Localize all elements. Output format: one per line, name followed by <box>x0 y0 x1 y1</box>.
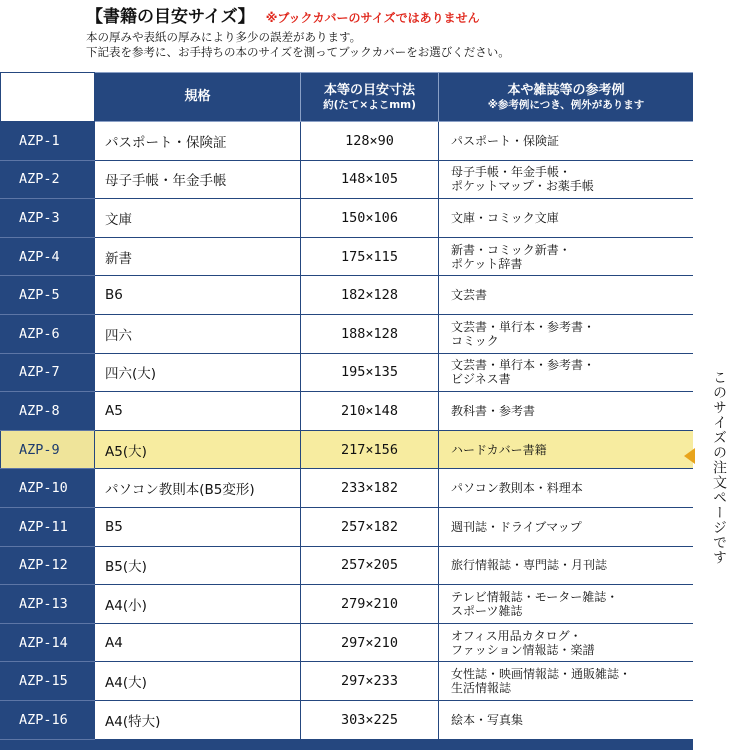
row-example: テレビ情報誌・モーター雑誌・ スポーツ雑誌 <box>439 585 694 624</box>
table-row <box>1 237 694 276</box>
row-example: 文芸書・単行本・参考書・ コミック <box>439 314 694 353</box>
table-row <box>1 700 694 739</box>
table-row <box>1 314 694 353</box>
row-spec: A5 <box>95 392 301 431</box>
size-table-container <box>0 72 693 750</box>
row-code: AZP-8 <box>1 392 95 431</box>
header-size <box>301 73 439 122</box>
title-warning-note: ※ブックカバーのサイズではありません <box>265 11 480 25</box>
row-size: 297×210 <box>301 623 439 662</box>
header-corner-cell <box>1 73 95 122</box>
table-row <box>1 623 694 662</box>
title-line <box>86 4 726 30</box>
table-row <box>1 507 694 546</box>
row-example: パソコン教則本・料理本 <box>439 469 694 508</box>
row-size: 182×128 <box>301 276 439 315</box>
row-code: AZP-6 <box>1 314 95 353</box>
intro-line-1: 本の厚みや表紙の厚みにより多少の誤差があります。 <box>86 30 362 44</box>
table-body <box>1 122 694 740</box>
row-example: 旅行情報誌・専門誌・月刊誌 <box>439 546 694 585</box>
row-size: 175×115 <box>301 237 439 276</box>
row-code: AZP-13 <box>1 585 95 624</box>
row-size: 210×148 <box>301 392 439 431</box>
header-size-sub: 約(たて×よこmm) <box>323 98 416 111</box>
table-row <box>1 199 694 238</box>
row-spec: A5(大) <box>95 430 301 469</box>
row-code: AZP-10 <box>1 469 95 508</box>
row-spec: A4(特大) <box>95 700 301 739</box>
row-code: AZP-4 <box>1 237 95 276</box>
table-row <box>1 585 694 624</box>
intro-line-2: 下記表を参考に、お手持ちの本のサイズを測ってブックカバーをお選びください。 <box>86 45 510 59</box>
row-spec: B6 <box>95 276 301 315</box>
row-size: 128×90 <box>301 122 439 161</box>
row-example: 文芸書 <box>439 276 694 315</box>
row-example: 母子手帳・年金手帳・ ポケットマップ・お薬手帳 <box>439 160 694 199</box>
row-code: AZP-12 <box>1 546 95 585</box>
pointer-arrow-icon <box>684 448 695 464</box>
row-example: 教科書・参考書 <box>439 392 694 431</box>
book-size-table <box>0 72 693 740</box>
row-example: オフィス用品カタログ・ ファッション情報誌・楽譜 <box>439 623 694 662</box>
table-row <box>1 160 694 199</box>
table-row <box>1 353 694 392</box>
row-code: AZP-1 <box>1 122 95 161</box>
row-size: 195×135 <box>301 353 439 392</box>
row-example: ハードカバー書籍 <box>439 430 694 469</box>
row-size: 279×210 <box>301 585 439 624</box>
row-code: AZP-15 <box>1 662 95 701</box>
header-size-main: 本等の目安寸法 <box>323 82 415 98</box>
row-code: AZP-5 <box>1 276 95 315</box>
table-row <box>1 430 694 469</box>
row-example: 女性誌・映画情報誌・通販雑誌・ 生活情報誌 <box>439 662 694 701</box>
row-code: AZP-9 <box>1 430 95 469</box>
row-spec: 四六(大) <box>95 353 301 392</box>
row-example: パスポート・保険証 <box>439 122 694 161</box>
row-code: AZP-2 <box>1 160 95 199</box>
row-spec: パソコン教則本(B5変形) <box>95 469 301 508</box>
order-page-side-note: このサイズの注文ページです <box>711 370 727 565</box>
row-code: AZP-11 <box>1 507 95 546</box>
row-size: 188×128 <box>301 314 439 353</box>
table-row <box>1 122 694 161</box>
row-size: 257×182 <box>301 507 439 546</box>
row-spec: 文庫 <box>95 199 301 238</box>
row-code: AZP-7 <box>1 353 95 392</box>
row-size: 303×225 <box>301 700 439 739</box>
table-row <box>1 469 694 508</box>
row-size: 150×106 <box>301 199 439 238</box>
row-spec: 母子手帳・年金手帳 <box>95 160 301 199</box>
row-example: 週刊誌・ドライブマップ <box>439 507 694 546</box>
row-spec: A4(小) <box>95 585 301 624</box>
table-row <box>1 546 694 585</box>
row-spec: B5(大) <box>95 546 301 585</box>
header-example-sub: ※参考例につき、例外があります <box>487 98 645 111</box>
row-size: 257×205 <box>301 546 439 585</box>
header-example-main: 本や雑誌等の参考例 <box>507 82 625 98</box>
row-example: 文庫・コミック文庫 <box>439 199 694 238</box>
row-spec: パスポート・保険証 <box>95 122 301 161</box>
row-code: AZP-14 <box>1 623 95 662</box>
header-spec: 規格 <box>95 73 301 122</box>
row-spec: A4 <box>95 623 301 662</box>
table-row <box>1 662 694 701</box>
row-example: 文芸書・単行本・参考書・ ビジネス書 <box>439 353 694 392</box>
row-example: 新書・コミック新書・ ポケット辞書 <box>439 237 694 276</box>
table-header-row <box>1 73 694 122</box>
row-code: AZP-16 <box>1 700 95 739</box>
table-row <box>1 276 694 315</box>
row-size: 233×182 <box>301 469 439 508</box>
row-spec: B5 <box>95 507 301 546</box>
page-heading <box>86 4 726 60</box>
page-title: 【書籍の目安サイズ】 <box>86 7 255 27</box>
row-spec: 四六 <box>95 314 301 353</box>
row-code: AZP-3 <box>1 199 95 238</box>
row-size: 297×233 <box>301 662 439 701</box>
row-spec: A4(大) <box>95 662 301 701</box>
row-size: 148×105 <box>301 160 439 199</box>
header-example <box>439 73 694 122</box>
row-example: 絵本・写真集 <box>439 700 694 739</box>
table-row <box>1 392 694 431</box>
row-spec: 新書 <box>95 237 301 276</box>
row-size: 217×156 <box>301 430 439 469</box>
